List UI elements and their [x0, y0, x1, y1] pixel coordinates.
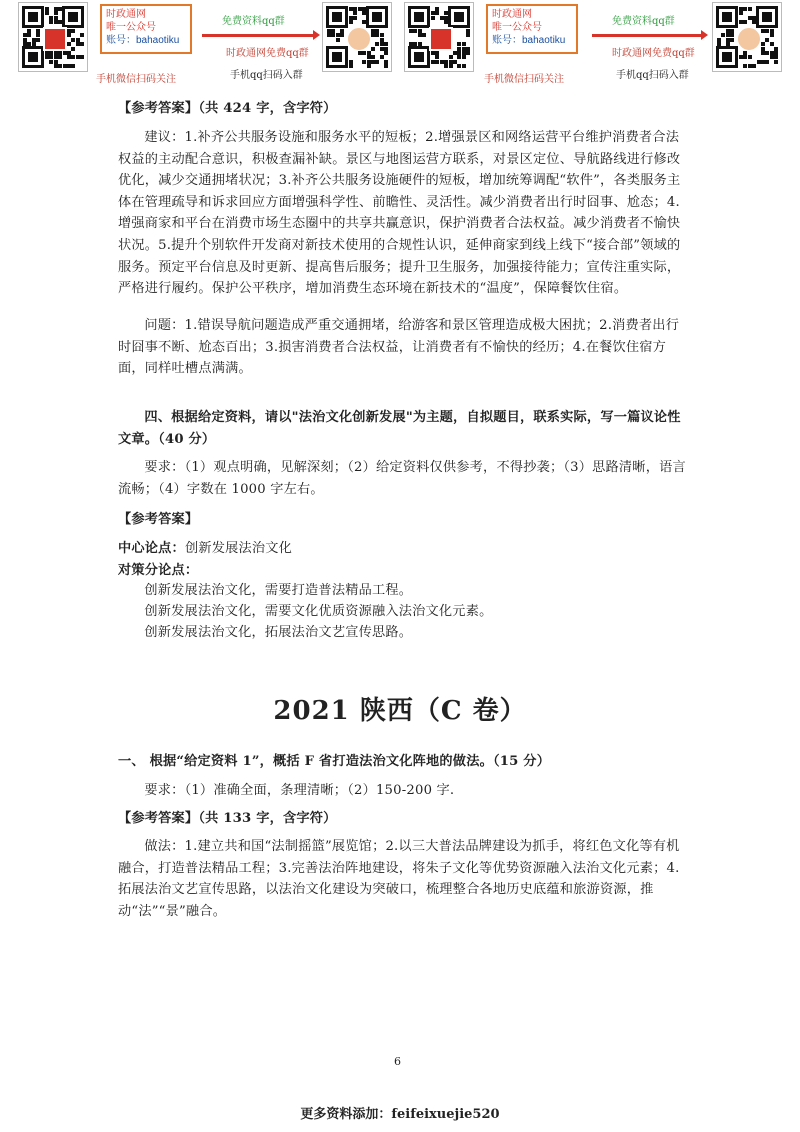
official-account-box [100, 4, 192, 54]
scan-qq-note-2: 手机qq扫码入群 [616, 70, 689, 81]
sub-point-1: 创新发展法治文化，需要打造普法精品工程。 [144, 583, 413, 598]
exam-answer-heading: 【参考答案】（共 133 字，含字符） [118, 811, 337, 826]
scan-qq-note: 手机qq扫码入群 [230, 70, 303, 81]
answer-heading-4: 【参考答案】 [118, 512, 199, 527]
central-thesis-label: 中心论点： [118, 541, 185, 556]
exam-answer-paragraph: 做法：1.建立共和国“法制摇篮”展览馆；2.以三大普法品牌建设为抓手，将红色文化等有机融合，打造普法精品工程；3.完善法治阵地建设，将朱子文化等优势资源融入法治文化元素；4. 拓展法治文艺宣传思路，以法治文化建设为突破口，梳理整合各地历史底蕴和旅游资源，推动“法”“景”融合。 [118, 839, 680, 919]
account-only-label: 唯一公众号 [106, 22, 156, 33]
wechat-qr-code[interactable] [18, 2, 88, 72]
qq-group-qr-code-2[interactable] [712, 2, 782, 72]
scan-wechat-note-2: 手机微信扫码关注 [484, 74, 564, 85]
suggestions-paragraph: 建议：1.补齐公共服务设施和服务水平的短板；2.增强景区和网络运营平台维护消费者合法权益的主动配合意识，积极查漏补缺。景区与地图运营方联系，对景区定位、导航路线进行修改优化，减少交通拥堵状况；3.补齐公共服务设施硬件的短板，增加统筹调配“软件”，各类服务主体在管理疏导和诉求回应方面增强科学性、前瞻性、灵活性。减少消费者出行时囧事、尬态；4.增强商家和平台在消费市场生态圈中的共享共赢意识，保护消费者合法权益。减少消费者不愉快状况。5.提升个别软件开发商对新技术使用的合规性认识，延伸商家到线上线下“接合部”领域的服务。预定平台信息及时更新、提高售后服务；提升卫生服务，加强接待能力；宣传注重实际，严格进行履约。保护公平秩序，增加消费生态环境在新技术的“温度”，保障餐饮住宿。 [118, 130, 681, 297]
account-id-2: 账号：bahaotiku [492, 35, 566, 46]
problems-paragraph: 问题：1.错误导航问题造成严重交通拥堵，给游客和景区管理造成极大困扰；2.消费者出行时囧事不断、尬态百出；3.损害消费者合法权益，让消费者有不愉快的经历；4.在餐饮住宿方面，同样吐槽点满满。 [118, 318, 680, 377]
question-4-prompt: 四、根据给定资料，请以"法治文化创新发展"为主题，自拟题目，联系实际，写一篇议论性文章。（40 分） [118, 410, 681, 447]
sub-point-3: 创新发展法治文化，拓展法治文艺宣传思路。 [144, 625, 413, 640]
official-account-box-2 [486, 4, 578, 54]
exam-question-1-requirements: 要求：（1）准确全面，条理清晰；（2）150-200 字. [144, 783, 455, 798]
account-site-name-2: 时政通网 [492, 9, 532, 20]
footer-contact: 更多资料添加：feifeixuejie520 [300, 1107, 500, 1122]
page-number: 6 [394, 1055, 401, 1068]
qq-group-qr-code[interactable] [322, 2, 392, 72]
account-site-name: 时政通网 [106, 9, 146, 20]
exam-section-title: 2021 陕西（C 卷） [273, 696, 527, 726]
qq-group-name-2: 时政通网免费qq群 [612, 48, 695, 59]
sub-point-2: 创新发展法治文化，需要文化优质资源融入法治文化元素。 [144, 604, 493, 619]
scan-wechat-note: 手机微信扫码关注 [96, 74, 176, 85]
header-banner [0, 0, 800, 90]
qq-group-name: 时政通网免费qq群 [226, 48, 309, 59]
account-only-label-2: 唯一公众号 [492, 22, 542, 33]
central-thesis-text: 创新发展法治文化 [184, 541, 293, 556]
sub-points-label: 对策分论点： [118, 563, 199, 578]
arrow-right-icon-2 [592, 34, 702, 37]
answer-heading-1: 【参考答案】（共 424 字，含字符） [118, 101, 337, 116]
central-thesis [118, 538, 688, 560]
free-qq-group-label-2: 免费资料qq群 [612, 16, 675, 27]
free-qq-group-label: 免费资料qq群 [222, 16, 285, 27]
account-id: 账号：bahaotiku [106, 35, 180, 46]
exam-question-1: 一、 根据“给定资料 1”，概括 F 省打造法治文化阵地的做法。（15 分） [118, 754, 551, 769]
arrow-right-icon [202, 34, 314, 37]
question-4-requirements: 要求：（1）观点明确，见解深刻；（2）给定资料仅供参考，不得抄袭；（3）思路清晰，语言流畅；（4）字数在 1000 字左右。 [118, 460, 686, 497]
wechat-qr-code-2[interactable] [404, 2, 474, 72]
